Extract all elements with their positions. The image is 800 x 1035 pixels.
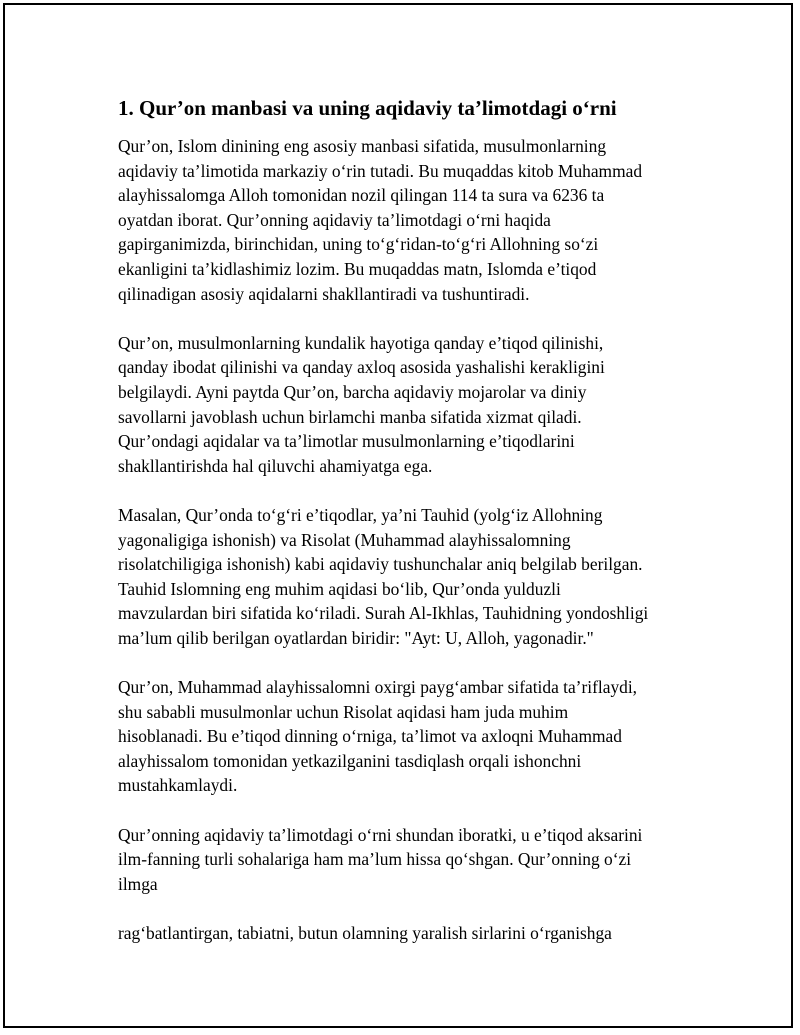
- text-line: ekanligini ta’kidlashimiz lozim. Bu muqaddas matn, Islomda e’tiqod: [118, 258, 597, 279]
- text-line: Qur’onning aqidaviy ta’limotdagi o‘rni shundan iboratki, u e’tiqod aksarini: [118, 824, 643, 845]
- text-line: yagonaligiga ishonish) va Risolat (Muhammad alayhissalomning: [118, 529, 571, 550]
- text-line: Qur’ondagi aqidalar va ta’limotlar musulmonlarning e’tiqodlarini: [118, 431, 575, 452]
- text-line: shu sababli musulmonlar uchun Risolat aqidasi ham juda muhim: [118, 701, 569, 722]
- text-line: aqidaviy ta’limotida markaziy o‘rin tutadi. Bu muqaddas kitob Muhammad: [118, 160, 643, 181]
- paragraph-2: [118, 331, 698, 479]
- text-line: Masalan, Qur’onda to‘g‘ri e’tiqodlar, ya’ni Tauhid (yolg‘iz Allohning: [118, 504, 603, 525]
- text-line: shakllantirishda hal qiluvchi ahamiyatga ega.: [118, 455, 433, 476]
- paragraph-1: [118, 134, 698, 306]
- section-heading: 1. Qur’on manbasi va uning aqidaviy ta’limotdagi o‘rni: [118, 96, 617, 120]
- text-line: rag‘batlantirgan, tabiatni, butun olamning yaralish sirlarini o‘rganishga: [118, 923, 612, 943]
- paragraph-4: [118, 675, 698, 798]
- paragraph-6: [118, 921, 698, 946]
- text-line: ilmga: [118, 873, 158, 894]
- text-line: Qur’on, Muhammad alayhissalomni oxirgi payg‘ambar sifatida ta’riflaydi,: [118, 677, 638, 698]
- text-line: risolatchiligiga ishonish) kabi aqidaviy tushunchalar aniq belgilab berilgan.: [118, 554, 643, 575]
- text-line: belgilaydi. Ayni paytda Qur’on, barcha aqidaviy mojarolar va diniy: [118, 381, 587, 402]
- text-line: alayhissalom tomonidan yetkazilganini tasdiqlash orqali ishonchni: [118, 750, 582, 771]
- text-line: Qur’on, Islom dinining eng asosiy manbasi sifatida, musulmonlarning: [118, 136, 607, 156]
- text-line: savollarni javoblash uchun birlamchi manba sifatida xizmat qiladi.: [118, 406, 582, 427]
- paragraph-5: [118, 823, 698, 897]
- text-line: alayhissalomga Alloh tomonidan nozil qilingan 114 ta sura va 6236 ta: [118, 185, 605, 206]
- text-line: oyatdan iborat. Qur’onning aqidaviy ta’limotdagi o‘rni haqida: [118, 209, 551, 230]
- document-body: [118, 94, 698, 970]
- text-line: qilinadigan asosiy aqidalarni shakllantiradi va tushuntiradi.: [118, 283, 530, 304]
- paragraph-3: [118, 503, 698, 651]
- text-line: mavzulardan biri sifatida ko‘riladi. Surah Al-Ikhlas, Tauhidning yondoshligi: [118, 603, 649, 624]
- text-line: ma’lum qilib berilgan oyatlardan biridir: "Ayt: U, Alloh, yagonadir.": [118, 627, 594, 648]
- text-line: Tauhid Islomning eng muhim aqidasi bo‘lib, Qur’onda yulduzli: [118, 578, 561, 599]
- text-line: Qur’on, musulmonlarning kundalik hayotiga qanday e’tiqod qilinishi,: [118, 332, 604, 353]
- text-line: ilm-fanning turli sohalariga ham ma’lum hissa qo‘shgan. Qur’onning o‘zi: [118, 849, 632, 870]
- text-line: qanday ibodat qilinishi va qanday axloq asosida yashalishi kerakligini: [118, 357, 605, 378]
- text-line: hisoblanadi. Bu e’tiqod dinning o‘rniga, ta’limot va axloqni Muhammad: [118, 726, 622, 747]
- text-line: mustahkamlaydi.: [118, 775, 238, 796]
- text-line: gapirganimizda, birinchidan, uning to‘g‘ridan-to‘g‘ri Allohning so‘zi: [118, 234, 599, 255]
